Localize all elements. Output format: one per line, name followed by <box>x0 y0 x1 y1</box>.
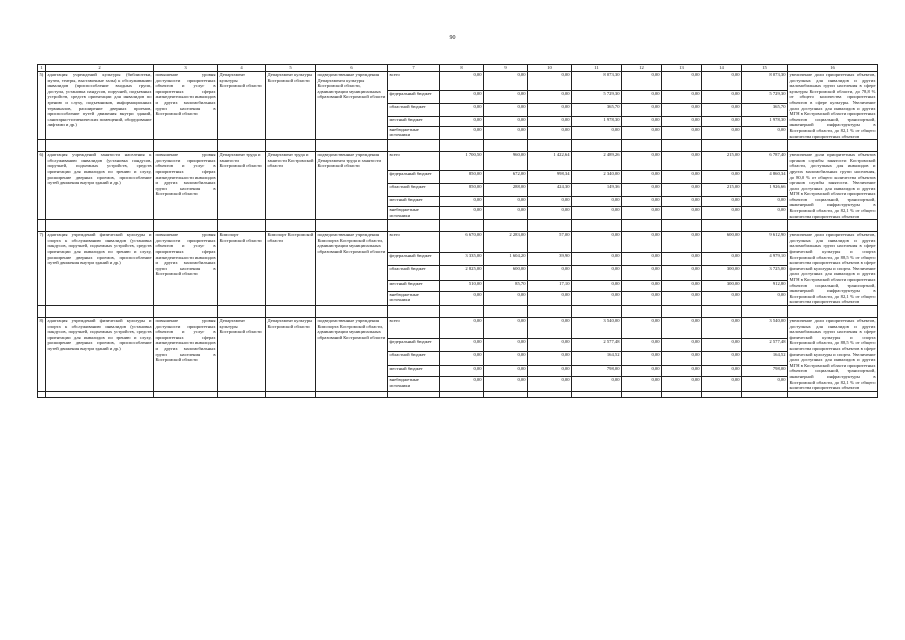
funding-source: областной бюджет <box>388 183 440 196</box>
spacer-cell <box>788 305 878 317</box>
column-number: 2 <box>46 65 154 72</box>
amount-cell: 2 340,00 <box>572 171 622 183</box>
amount-cell: 0,00 <box>440 317 484 338</box>
funding-source: местный бюджет <box>388 366 440 377</box>
amount-cell: 6 670,00 <box>440 232 484 253</box>
amount-cell: 0,00 <box>484 91 528 103</box>
spacer-cell <box>788 140 878 152</box>
amount-cell: 0,00 <box>440 291 484 305</box>
spacer-cell <box>154 391 218 397</box>
amount-cell: 0,00 <box>528 103 572 116</box>
amount-cell: 1 604,20 <box>484 253 528 266</box>
amount-cell: 0,00 <box>484 338 528 351</box>
amount-cell: 215,00 <box>702 152 742 171</box>
funding-source: областной бюджет <box>388 352 440 366</box>
amount-cell: 5 729,30 <box>572 91 622 103</box>
measure-description: адаптация учреждений культуры (библиотеки, музеи, театры, выставочные залы) к обслуживанию инвалидов (приспособление входных групп, доступа, установка пандусов, поручней, подъемных устройств, средств ориентации для инвалидов по зрению и слуху, подъемников, информационных терминалов, расширение дверных проемов, приспособление путей движения внутри зданий, санитарно-гигиенических помещений, оборудование лифтами и др.) <box>46 72 154 140</box>
amount-cell: 0,00 <box>662 366 702 377</box>
spacer-cell <box>572 220 622 232</box>
program-measures-table <box>37 64 878 398</box>
spacer-cell <box>38 220 46 232</box>
block-spacer-row <box>38 305 878 317</box>
spacer-cell <box>702 140 742 152</box>
spacer-cell <box>662 220 702 232</box>
measure-row <box>38 72 878 91</box>
spacer-cell <box>46 140 154 152</box>
amount-cell: 0,00 <box>662 377 702 391</box>
amount-cell: 0,00 <box>572 253 622 266</box>
funding-source: внебюджетные источники <box>388 377 440 391</box>
amount-cell: 8 073,30 <box>572 72 622 91</box>
amount-cell: 0,00 <box>528 291 572 305</box>
column-number: 15 <box>742 65 788 72</box>
amount-cell: 2 489,26 <box>572 152 622 171</box>
amount-cell: 0,00 <box>702 366 742 377</box>
amount-cell: 2 577,48 <box>742 338 788 351</box>
amount-cell: 0,00 <box>440 196 484 206</box>
amount-cell: 600,00 <box>484 266 528 280</box>
amount-cell: 0,00 <box>702 103 742 116</box>
amount-cell: 0,00 <box>622 171 662 183</box>
amount-cell: 0,00 <box>702 72 742 91</box>
participants-cell: подведомственные учреждения Департамента труда и занятости Костромской области <box>316 152 388 220</box>
column-number: 16 <box>788 65 878 72</box>
amount-cell: 0,00 <box>702 253 742 266</box>
funding-source: всего <box>388 232 440 253</box>
amount-cell: 798,00 <box>742 366 788 377</box>
expected-result: увеличение доли приоритетных объектов, доступных для инвалидов и других маломобильных групп населения в сфере физической культуры и спорта Костромской области, до 88,5 % от общего количества приоритетных объектов в сфере физической культуры и спорта. Увеличение доли доступных для инвалидов и других МГН в Костромской области приоритетных объектов социальной, транспортной, инженерной инфраструктуры в Костромской области, до 82,1 % от общего количества приоритетных объектов <box>789 317 876 391</box>
spacer-cell <box>38 305 46 317</box>
amount-cell: 0,00 <box>742 377 788 391</box>
amount-cell: 0,00 <box>484 317 528 338</box>
spacer-cell <box>218 140 266 152</box>
target-indicator: повышение уровня доступности приоритетных объектов и услуг в приоритетных сферах жизнедеятельности инвалидов и других маломобильных групп населения в Костромской области <box>154 232 218 306</box>
amount-cell: 0,00 <box>440 116 484 126</box>
expected-result: увеличение доли приоритетных объектов, доступных для инвалидов и других маломобильных групп населения в сфере культуры Костромской области, до 78,8 % от общего количества приоритетных объектов в сфере культуры. Увеличение доли доступных для инвалидов и других МГН в Костромской области приоритетных объектов социальной, транспортной, инженерной инфраструктуры в Костромской области, до 82,1 % от общего количества приоритетных объектов <box>789 72 876 139</box>
spacer-cell <box>266 140 316 152</box>
amount-cell: 0,00 <box>702 338 742 351</box>
amount-cell: 0,00 <box>440 91 484 103</box>
amount-cell: 600,00 <box>702 232 742 253</box>
amount-cell: 164,52 <box>572 352 622 366</box>
amount-cell: 0,00 <box>528 266 572 280</box>
amount-cell: 0,00 <box>528 126 572 139</box>
column-number: 13 <box>662 65 702 72</box>
funding-source: областной бюджет <box>388 266 440 280</box>
expected-result: увеличение доли приоритетных объектов органов службы занятости Костромской области, доступных для инвалидов и других маломобильных групп населения, до 80,0 % от общего количества объектов органов службы занятости. Увеличение доли доступных для инвалидов и других МГН в Костромской области приоритетных объектов социальной, транспортной, инженерной инфраструктуры в Костромской области, до 82,1 % от общего количества приоритетных объектов <box>789 152 876 219</box>
amount-cell: 0,00 <box>702 317 742 338</box>
column-number: 3 <box>154 65 218 72</box>
spacer-cell <box>154 305 218 317</box>
funding-source: местный бюджет <box>388 196 440 206</box>
amount-cell: 0,00 <box>742 206 788 219</box>
amount-cell: 912,80 <box>742 280 788 291</box>
amount-cell: 0,00 <box>662 280 702 291</box>
spacer-cell <box>622 140 662 152</box>
amount-cell: 0,00 <box>440 338 484 351</box>
block-spacer-row <box>38 140 878 152</box>
block-spacer-row <box>38 220 878 232</box>
measure-description: адаптация учреждений физической культуры и спорта к обслуживанию инвалидов (установка пандусов, поручней, подъемных устройств, средств ориентации для инвалидов по зрению и слуху, расширение дверных проемов, приспособление путей движения внутри зданий и др.) <box>46 317 154 391</box>
column-number: 7 <box>388 65 440 72</box>
spacer-cell <box>528 391 572 397</box>
amount-cell: 0,00 <box>662 116 702 126</box>
amount-cell: 0,00 <box>484 196 528 206</box>
spacer-cell <box>38 391 46 397</box>
amount-cell: 0,00 <box>528 377 572 391</box>
amount-cell: 0,00 <box>440 377 484 391</box>
amount-cell: 0,00 <box>622 91 662 103</box>
amount-cell: 17,10 <box>528 280 572 291</box>
spacer-cell <box>440 391 484 397</box>
coordinator-cell: Комспорт Костромской области <box>218 232 266 306</box>
amount-cell: 5 729,30 <box>742 91 788 103</box>
amount-cell: 0,00 <box>440 103 484 116</box>
amount-cell: 0,00 <box>662 317 702 338</box>
executor-cell: Департамент культуры Костромской области <box>266 72 316 140</box>
amount-cell: 0,00 <box>662 196 702 206</box>
amount-cell: 0,00 <box>622 317 662 338</box>
amount-cell: 672,00 <box>484 171 528 183</box>
spacer-cell <box>742 305 788 317</box>
amount-cell: 0,00 <box>572 291 622 305</box>
amount-cell: 798,00 <box>572 366 622 377</box>
spacer-cell <box>316 140 388 152</box>
amount-cell: 0,00 <box>528 72 572 91</box>
amount-cell: 0,00 <box>662 338 702 351</box>
spacer-cell <box>484 305 528 317</box>
spacer-cell <box>742 391 788 397</box>
amount-cell: 0,00 <box>622 253 662 266</box>
spacer-cell <box>316 220 388 232</box>
amount-cell: 0,00 <box>622 280 662 291</box>
amount-cell: 2 283,00 <box>484 232 528 253</box>
measure-number: 7) <box>38 232 46 306</box>
column-number: 8 <box>440 65 484 72</box>
participants-cell: подведомственные учреждения Комспорта Костромской области, администрации муниципальных образований Костромской области <box>316 232 388 306</box>
spacer-cell <box>528 305 572 317</box>
amount-cell: 960,00 <box>484 152 528 171</box>
amount-cell: 0,00 <box>622 266 662 280</box>
measure-description: адаптация учреждений физической культуры и спорта к обслуживанию инвалидов (установка пандусов, поручней, подъемных устройств, средств ориентации для инвалидов по зрению и слуху, расширение дверных проемов, приспособление путей движения внутри зданий и др.) <box>46 232 154 306</box>
amount-cell: 0,00 <box>484 116 528 126</box>
spacer-cell <box>154 220 218 232</box>
amount-cell: 0,00 <box>440 206 484 219</box>
amount-cell: 288,00 <box>484 183 528 196</box>
amount-cell: 0,00 <box>528 352 572 366</box>
amount-cell: 300,00 <box>702 280 742 291</box>
spacer-cell <box>388 391 440 397</box>
amount-cell: 0,00 <box>440 126 484 139</box>
expected-result: увеличение доли приоритетных объектов, доступных для инвалидов и других маломобильных групп населения в сфере физической культуры и спорта Костромской области, до 88,5 % от общего количества приоритетных объектов в сфере физической культуры и спорта. Увеличение доли доступных для инвалидов и других МГН в Костромской области приоритетных объектов социальной, транспортной, инженерной инфраструктуры в Костромской области, до 82,1 % от общего количества приоритетных объектов <box>789 232 876 305</box>
column-number: 9 <box>484 65 528 72</box>
amount-cell: 0,00 <box>742 196 788 206</box>
amount-cell: 3 335,00 <box>440 253 484 266</box>
amount-cell: 0,00 <box>528 116 572 126</box>
spacer-cell <box>266 220 316 232</box>
target-indicator: повышение уровня доступности приоритетных объектов и услуг в приоритетных сферах жизнедеятельности инвалидов и других маломобильных групп населения в Костромской области <box>154 317 218 391</box>
amount-cell: 300,00 <box>702 266 742 280</box>
amount-cell: 0,00 <box>622 103 662 116</box>
spacer-cell <box>788 220 878 232</box>
column-number: 4 <box>218 65 266 72</box>
amount-cell: 0,00 <box>622 116 662 126</box>
spacer-cell <box>316 391 388 397</box>
spacer-cell <box>484 220 528 232</box>
amount-cell: 1 700,50 <box>440 152 484 171</box>
amount-cell: 0,00 <box>622 232 662 253</box>
spacer-cell <box>528 220 572 232</box>
amount-cell: 0,00 <box>662 72 702 91</box>
amount-cell: 0,00 <box>662 171 702 183</box>
amount-cell: 0,00 <box>528 196 572 206</box>
amount-cell: 0,00 <box>622 196 662 206</box>
amount-cell: 0,00 <box>622 338 662 351</box>
amount-cell: 85,70 <box>484 280 528 291</box>
column-number: 1 <box>38 65 46 72</box>
amount-cell: 510,00 <box>440 280 484 291</box>
amount-cell: 0,00 <box>528 206 572 219</box>
amount-cell: 6 787,40 <box>742 152 788 171</box>
amount-cell: 0,00 <box>528 338 572 351</box>
amount-cell: 0,00 <box>572 280 622 291</box>
measure-row <box>38 232 878 253</box>
amount-cell: 1 926,66 <box>742 183 788 196</box>
funding-source: федеральный бюджет <box>388 338 440 351</box>
amount-cell: 0,00 <box>622 291 662 305</box>
spacer-cell <box>702 305 742 317</box>
spacer-cell <box>622 220 662 232</box>
amount-cell: 0,00 <box>742 126 788 139</box>
column-number: 5 <box>266 65 316 72</box>
spacer-cell <box>218 391 266 397</box>
amount-cell: 0,00 <box>622 206 662 219</box>
column-numbers-row <box>38 65 878 72</box>
amount-cell: 0,00 <box>742 291 788 305</box>
amount-cell: 1 978,30 <box>742 116 788 126</box>
spacer-cell <box>622 305 662 317</box>
amount-cell: 3 540,00 <box>742 317 788 338</box>
funding-source: внебюджетные источники <box>388 291 440 305</box>
coordinator-cell: Департамент культуры Костромской области <box>218 317 266 391</box>
spacer-cell <box>440 220 484 232</box>
amount-cell: 0,00 <box>572 126 622 139</box>
amount-cell: 8 073,30 <box>742 72 788 91</box>
amount-cell: 0,00 <box>662 352 702 366</box>
amount-cell: 39,90 <box>528 253 572 266</box>
amount-cell: 0,00 <box>702 377 742 391</box>
amount-cell: 0,00 <box>662 91 702 103</box>
measure-row <box>38 317 878 338</box>
column-number: 14 <box>702 65 742 72</box>
amount-cell: 0,00 <box>528 91 572 103</box>
amount-cell: 0,00 <box>528 317 572 338</box>
amount-cell: 0,00 <box>702 171 742 183</box>
amount-cell: 0,00 <box>702 116 742 126</box>
amount-cell: 9 612,90 <box>742 232 788 253</box>
amount-cell: 0,00 <box>484 366 528 377</box>
amount-cell: 0,00 <box>440 366 484 377</box>
amount-cell: 0,00 <box>662 266 702 280</box>
amount-cell: 57,00 <box>528 232 572 253</box>
spacer-cell <box>388 140 440 152</box>
amount-cell: 998,34 <box>528 171 572 183</box>
participants-cell: подведомственные учреждения Комспорта Костромской области, администрации муниципальных образований Костромской области <box>316 317 388 391</box>
funding-source: всего <box>388 317 440 338</box>
amount-cell: 0,00 <box>484 72 528 91</box>
amount-cell: 0,00 <box>622 352 662 366</box>
amount-cell: 3 725,00 <box>742 266 788 280</box>
amount-cell: 0,00 <box>662 103 702 116</box>
spacer-cell <box>742 220 788 232</box>
spacer-cell <box>440 305 484 317</box>
spacer-cell <box>440 140 484 152</box>
amount-cell: 215,00 <box>702 183 742 196</box>
spacer-cell <box>662 305 702 317</box>
spacer-cell <box>572 305 622 317</box>
spacer-cell <box>572 391 622 397</box>
executor-cell: Департамент труда и занятости Костромской области <box>266 152 316 220</box>
spacer-cell <box>46 391 154 397</box>
amount-cell: 365,70 <box>572 103 622 116</box>
funding-source: федеральный бюджет <box>388 253 440 266</box>
funding-source: местный бюджет <box>388 280 440 291</box>
amount-cell: 149,36 <box>572 183 622 196</box>
amount-cell: 424,30 <box>528 183 572 196</box>
column-number: 11 <box>572 65 622 72</box>
amount-cell: 4 979,10 <box>742 253 788 266</box>
spacer-cell <box>702 220 742 232</box>
amount-cell: 0,00 <box>662 206 702 219</box>
amount-cell: 0,00 <box>662 183 702 196</box>
amount-cell: 0,00 <box>662 126 702 139</box>
amount-cell: 0,00 <box>440 352 484 366</box>
spacer-cell <box>388 220 440 232</box>
amount-cell: 0,00 <box>528 366 572 377</box>
amount-cell: 0,00 <box>622 366 662 377</box>
amount-cell: 0,00 <box>662 152 702 171</box>
amount-cell: 0,00 <box>484 206 528 219</box>
spacer-cell <box>622 391 662 397</box>
spacer-cell <box>46 305 154 317</box>
spacer-cell <box>572 140 622 152</box>
spacer-cell <box>742 140 788 152</box>
amount-cell: 0,00 <box>484 377 528 391</box>
amount-cell: 0,00 <box>440 72 484 91</box>
amount-cell: 0,00 <box>572 377 622 391</box>
amount-cell: 164,52 <box>742 352 788 366</box>
funding-source: внебюджетные источники <box>388 206 440 219</box>
spacer-cell <box>266 305 316 317</box>
funding-source: федеральный бюджет <box>388 171 440 183</box>
spacer-cell <box>662 140 702 152</box>
amount-cell: 4 860,34 <box>742 171 788 183</box>
funding-source: всего <box>388 152 440 171</box>
amount-cell: 0,00 <box>484 103 528 116</box>
amount-cell: 0,00 <box>702 91 742 103</box>
amount-cell: 1 978,30 <box>572 116 622 126</box>
spacer-cell <box>788 391 878 397</box>
amount-cell: 0,00 <box>484 291 528 305</box>
column-number: 12 <box>622 65 662 72</box>
amount-cell: 0,00 <box>662 291 702 305</box>
amount-cell: 0,00 <box>622 72 662 91</box>
column-number: 10 <box>528 65 572 72</box>
amount-cell: 0,00 <box>702 291 742 305</box>
executor-cell: Комспорт Костромской области <box>266 232 316 306</box>
spacer-cell <box>316 305 388 317</box>
spacer-cell <box>154 140 218 152</box>
spacer-cell <box>702 391 742 397</box>
amount-cell: 1 422,64 <box>528 152 572 171</box>
coordinator-cell: Департамент труда и занятости Костромской области <box>218 152 266 220</box>
participants-cell: подведомственные учреждения Департамента культуры Костромской области, администрации муниципальных образований Костромской области <box>316 72 388 140</box>
spacer-cell <box>38 140 46 152</box>
amount-cell: 2 825,00 <box>440 266 484 280</box>
spacer-cell <box>484 140 528 152</box>
amount-cell: 0,00 <box>622 183 662 196</box>
amount-cell: 0,00 <box>702 126 742 139</box>
funding-source: внебюджетные источники <box>388 126 440 139</box>
spacer-cell <box>484 391 528 397</box>
amount-cell: 0,00 <box>702 352 742 366</box>
amount-cell: 365,70 <box>742 103 788 116</box>
amount-cell: 0,00 <box>484 126 528 139</box>
measure-number: 5) <box>38 72 46 140</box>
funding-source: областной бюджет <box>388 103 440 116</box>
amount-cell: 0,00 <box>702 206 742 219</box>
funding-source: местный бюджет <box>388 116 440 126</box>
amount-cell: 0,00 <box>572 206 622 219</box>
funding-source: всего <box>388 72 440 91</box>
amount-cell: 0,00 <box>662 253 702 266</box>
amount-cell: 0,00 <box>622 377 662 391</box>
measure-row <box>38 152 878 171</box>
measure-number: 8) <box>38 317 46 391</box>
amount-cell: 0,00 <box>572 196 622 206</box>
amount-cell: 850,00 <box>440 183 484 196</box>
spacer-cell <box>46 220 154 232</box>
amount-cell: 0,00 <box>622 126 662 139</box>
amount-cell: 3 540,00 <box>572 317 622 338</box>
amount-cell: 0,00 <box>662 232 702 253</box>
amount-cell: 850,00 <box>440 171 484 183</box>
funding-source: федеральный бюджет <box>388 91 440 103</box>
amount-cell: 0,00 <box>622 152 662 171</box>
measure-description: адаптация учреждений занятости населения к обслуживанию инвалидов (установка пандусов, поручней, подъемных устройств, средств ориентации для инвалидов по зрению и слуху, расширение дверных проемов, приспособление путей движения внутри зданий и др.) <box>46 152 154 220</box>
spacer-cell <box>218 220 266 232</box>
amount-cell: 0,00 <box>484 352 528 366</box>
coordinator-cell: Департамент культуры Костромской области <box>218 72 266 140</box>
amount-cell: 0,00 <box>572 232 622 253</box>
spacer-cell <box>266 391 316 397</box>
amount-cell: 2 577,48 <box>572 338 622 351</box>
target-indicator: повышение уровня доступности приоритетных объектов и услуг в приоритетных сферах жизнедеятельности инвалидов и других маломобильных групп населения в Костромской области <box>154 152 218 220</box>
spacer-cell <box>218 305 266 317</box>
amount-cell: 0,00 <box>572 266 622 280</box>
target-indicator: повышение уровня доступности приоритетных объектов и услуг в приоритетных сферах жизнедеятельности инвалидов и других маломобильных групп населения в Костромской области <box>154 72 218 140</box>
spacer-cell <box>388 305 440 317</box>
column-number: 6 <box>316 65 388 72</box>
executor-cell: Департамент культуры Костромской области <box>266 317 316 391</box>
spacer-cell <box>662 391 702 397</box>
spacer-cell <box>528 140 572 152</box>
measure-number: 6) <box>38 152 46 220</box>
block-spacer-row <box>38 391 878 397</box>
amount-cell: 0,00 <box>702 196 742 206</box>
page-number: 90 <box>449 35 456 41</box>
